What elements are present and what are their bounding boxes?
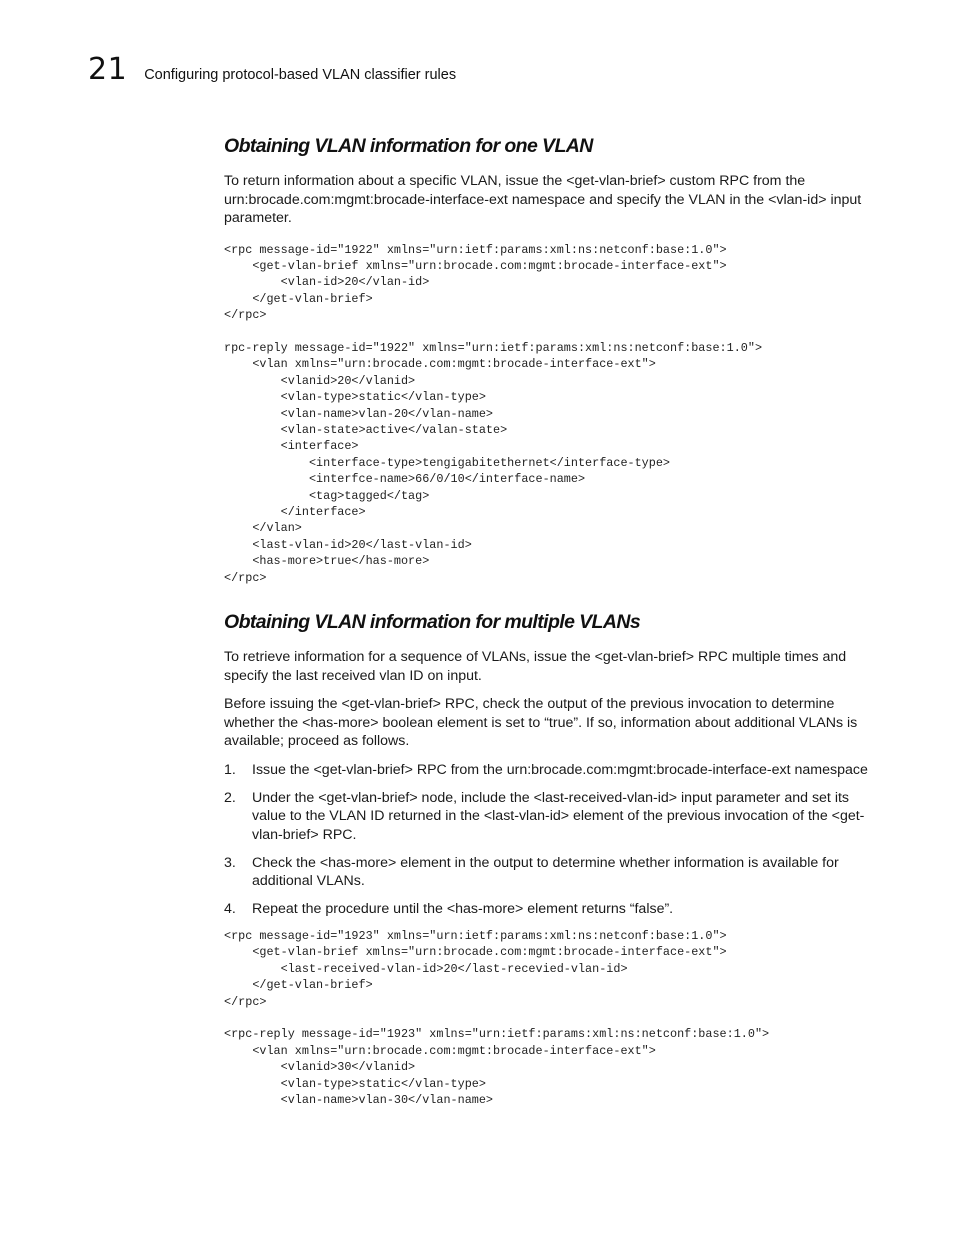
step-text: Check the <has-more> element in the output to determine whether information is available for additional VLANs.: [252, 854, 839, 890]
procedure-step: [224, 789, 870, 845]
step-text: Issue the <get-vlan-brief> RPC from the urn:brocade.com:mgmt:brocade-interface-ext namespace: [252, 761, 868, 778]
step-number: 2.: [224, 789, 236, 806]
step-text: Repeat the procedure until the <has-more> element returns “false”.: [252, 901, 674, 918]
section-paragraph: To return information about a specific VLAN, issue the <get-vlan-brief> custom RPC from the urn:brocade.com:mgmt:brocade-interface-ext namespace and specify the VLAN in the <vlan-id> input parameter.: [224, 173, 862, 226]
procedure-step: [224, 854, 870, 891]
section-one-vlan: [224, 132, 870, 586]
procedure-steps: [224, 761, 870, 919]
section-paragraph: To retrieve information for a sequence of VLANs, issue the <get-vlan-brief> RPC multiple times and specify the last received vlan ID on input.: [224, 649, 847, 684]
main-content: [224, 132, 870, 1109]
page-header: [88, 52, 456, 87]
step-number: 3.: [224, 854, 236, 871]
chapter-number: 21: [88, 52, 128, 87]
section-heading: Obtaining VLAN information for one VLAN: [224, 135, 593, 157]
section-multiple-vlans: [224, 608, 870, 1108]
code-example: <rpc message-id="1922" xmlns="urn:ietf:params:xml:ns:netconf:base:1.0"> <get-vlan-brief xmlns="urn:brocade.com:mgmt:brocade-interface-ext"> <vlan-id>20</vlan-id> </get-vlan-brief> </rpc> rpc-reply message-id="1922" xmlns="urn:ietf:params:xml:ns:netconf:base:1.0"> <vlan xmlns="urn:brocade.com:mgmt:brocade-interface-ext"> <vlanid>20</vlanid> <vlan-type>static</vlan-type> <vlan-name>vlan-20</vlan-name> <vlan-state>active</valan-state> <interface> <interface-type>tengigabitethernet</interface-type> <interfce-name>66/0/10</interface-name> <tag>tagged</tag> </interface> </vlan> <last-vlan-id>20</last-vlan-id> <has-more>true</has-more> </rpc>: [224, 242, 763, 585]
procedure-step: [224, 900, 870, 919]
step-number: 1.: [224, 761, 236, 778]
section-heading: Obtaining VLAN information for multiple VLANs: [224, 611, 641, 634]
step-number: 4.: [224, 901, 236, 918]
chapter-title: Configuring protocol-based VLAN classifier rules: [144, 67, 457, 83]
procedure-step: [224, 761, 870, 780]
section-paragraph: Before issuing the <get-vlan-brief> RPC, check the output of the previous invocation to determine whether the <has-more> boolean element is set to “true”. If so, information about additional VLANs is available; proceed as follows.: [224, 696, 858, 750]
code-example: <rpc message-id="1923" xmlns="urn:ietf:params:xml:ns:netconf:base:1.0"> <get-vlan-brief xmlns="urn:brocade.com:mgmt:brocade-interface-ext"> <last-received-vlan-id>20</last-recevied-vlan-id> </get-vlan-brief> </rpc> <rpc-reply message-id="1923" xmlns="urn:ietf:params:xml:ns:netconf:base:1.0"> <vlan xmlns="urn:brocade.com:mgmt:brocade-interface-ext"> <vlanid>30</vlanid> <vlan-type>static</vlan-type> <vlan-name>vlan-30</vlan-name>: [224, 929, 770, 1108]
step-text: Under the <get-vlan-brief> node, include the <last-received-vlan-id> input parameter and set its value to the VLAN ID returned in the <last-vlan-id> element of the previous invocation of the <get-vlan-brief> RPC.: [252, 789, 865, 843]
